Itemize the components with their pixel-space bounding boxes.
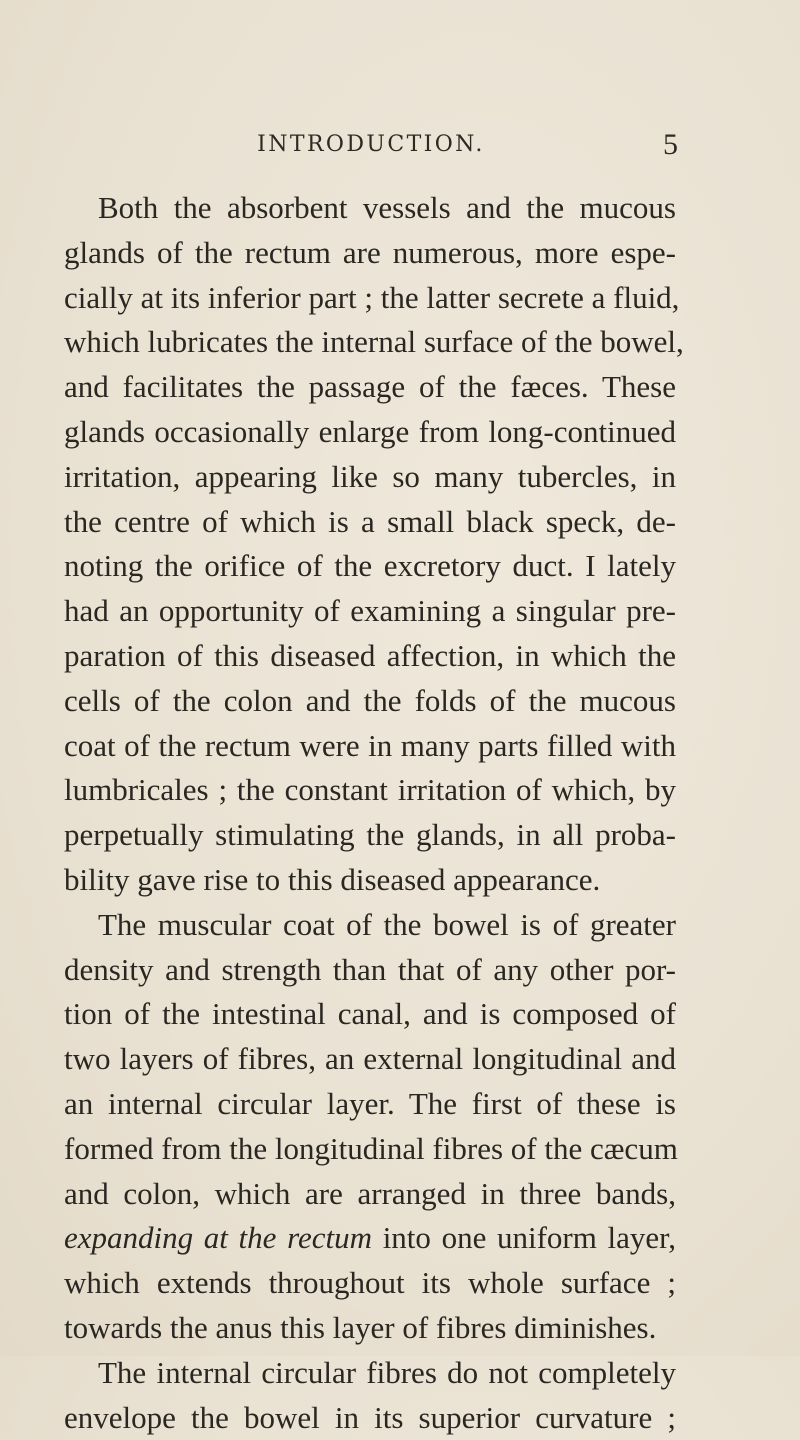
text-line: and facilitates the passage of the fæces. These xyxy=(64,369,676,405)
text-line: coat of the rectum were in many parts filled with xyxy=(64,727,676,763)
text-line: envelope the bowel in its superior curvature ; xyxy=(64,1399,676,1435)
text-line: perpetually stimulating the glands, in all proba- xyxy=(64,817,676,853)
text-line: cially at its inferior part ; the latter secrete a fluid, xyxy=(64,279,680,315)
text-line: tion of the intestinal canal, and is composed of xyxy=(64,996,676,1032)
page-number: 5 xyxy=(663,128,678,161)
text-line: density and strength than that of any other por- xyxy=(64,951,676,987)
text-line: The internal circular fibres do not completely xyxy=(98,1354,676,1390)
body-text xyxy=(64,186,684,1440)
text-line: Both the absorbent vessels and the mucous xyxy=(98,190,676,225)
text-line: The muscular coat of the bowel is of greater xyxy=(98,906,676,942)
text-line: irritation, appearing like so many tubercles, in xyxy=(64,458,676,494)
text-line: towards the anus this layer of fibres diminishes. xyxy=(64,1309,657,1345)
text-line: glands occasionally enlarge from long-continued xyxy=(64,413,676,449)
text-line: which lubricates the internal surface of the bowel, xyxy=(64,324,684,360)
text-line: formed from the longitudinal fibres of the cæcum xyxy=(64,1130,678,1166)
text-line: and colon, which are arranged in three bands, xyxy=(64,1175,676,1211)
italic-phrase: expanding at the rectum xyxy=(64,1220,373,1256)
text-line: which extends throughout its whole surface ; xyxy=(64,1265,676,1301)
text-line: bility gave rise to this diseased appearance. xyxy=(64,861,601,897)
text-line: cells of the colon and the folds of the mucous xyxy=(64,682,676,718)
text-line-italic xyxy=(64,1216,676,1261)
page-header xyxy=(66,128,678,166)
text-line: had an opportunity of examining a singular pre- xyxy=(64,593,676,629)
text-line: lumbricales ; the constant irritation of which, by xyxy=(64,772,676,808)
running-head: INTRODUCTION. xyxy=(257,132,485,157)
text-line: two layers of fibres, an external longitudinal and xyxy=(64,1041,676,1077)
text-line: paration of this diseased affection, in which the xyxy=(64,637,676,673)
text-line: the centre of which is a small black speck, de- xyxy=(64,503,676,539)
text-line: noting the orifice of the excretory duct. I lately xyxy=(64,548,676,584)
text-fragment: into one uniform layer, xyxy=(372,1220,676,1256)
text-line: glands of the rectum are numerous, more espe- xyxy=(64,234,676,270)
text-line: an internal circular layer. The first of these is xyxy=(64,1085,676,1121)
